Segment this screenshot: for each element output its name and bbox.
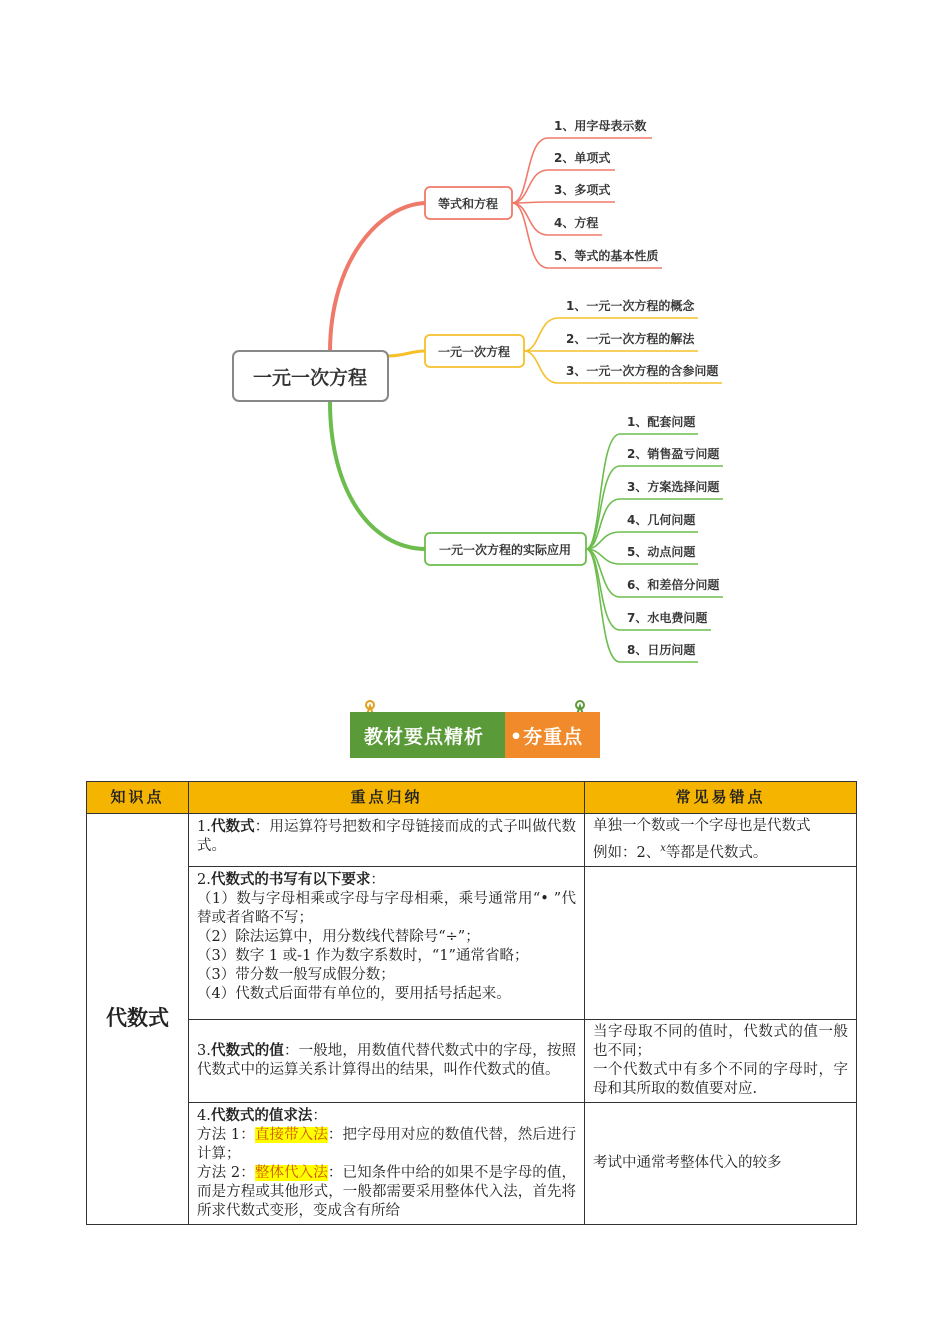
error-text: 当字母取不同的值时，代数式的值一般也不同； — [593, 1023, 848, 1059]
leaf-3-2: 2、销售盈亏问题 — [627, 447, 720, 461]
header-knowledge-point: 知识点 — [87, 782, 189, 814]
leaf-2-3: 3、一元一次方程的含参问题 — [566, 364, 719, 378]
table-header-row — [87, 782, 857, 814]
rule-item: （4）代数式后面带有单位的，要用括号括起来。 — [197, 985, 511, 1002]
method-text: ：把字母用对应的数值代替，然后进行计算； — [197, 1126, 577, 1162]
item-text: ：用运算符号把数和字母链接而成的式子叫做代数式。 — [197, 819, 577, 854]
root-branch-2-curve — [388, 351, 425, 356]
error-cell-3 — [585, 1019, 857, 1102]
summary-cell-4 — [189, 1102, 585, 1224]
section-banner — [350, 700, 600, 760]
table-row — [87, 866, 857, 1019]
leaf-2-1: 1、一元一次方程的概念 — [566, 299, 695, 313]
mindmap-root-node — [233, 351, 388, 401]
leaf-3-7: 7、水电费问题 — [627, 611, 708, 625]
rule-item: （3）带分数一般写成假分数； — [197, 966, 395, 983]
leaf-3-1: 1、配套问题 — [627, 415, 696, 429]
mindmap-branch-node-3 — [425, 533, 586, 565]
leaf-3-3: 3、方案选择问题 — [627, 480, 720, 494]
item-colon: ： — [370, 871, 385, 888]
variable-x: x — [660, 843, 666, 854]
branch-1-label: 等式和方程 — [437, 197, 499, 211]
leaf-3-6: 6、和差倍分问题 — [627, 578, 720, 592]
leaf-3-5: 5、动点问题 — [627, 545, 696, 559]
leaf-3-4: 4、几何问题 — [627, 513, 696, 527]
error-text: 一个代数式中有多个不同的字母时，字母和其所取的数值要对应. — [593, 1061, 848, 1097]
method-text: ：已知条件中给的如果不是字母的值，而是方程或其他形式，一般都需要采用整体代入法，首先将所求代数式变形，变成含有所给 — [197, 1164, 577, 1219]
header-common-errors: 常见易错点 — [585, 782, 857, 814]
item-number: 2. — [197, 871, 211, 888]
item-number: 1. — [197, 819, 211, 835]
mindmap-root-label: 一元一次方程 — [252, 367, 368, 389]
error-text: 例如：2、 — [593, 844, 661, 861]
table-row — [87, 814, 857, 867]
leaf-1-2: 2、单项式 — [554, 151, 611, 165]
branch-1-leaves — [554, 118, 658, 263]
item-title: 代数式的书写有以下要求 — [210, 870, 371, 888]
leaf-1-5: 5、等式的基本性质 — [554, 249, 659, 263]
item-number: 4. — [197, 1107, 211, 1124]
error-cell-2 — [585, 866, 857, 1019]
mindmap-branch-node-1 — [425, 187, 512, 219]
summary-cell-1 — [189, 814, 585, 867]
branch-2-leaves — [566, 298, 718, 378]
table-row — [87, 1019, 857, 1102]
leaf-1-4: 4、方程 — [554, 216, 599, 230]
method-highlight: 整体代入法 — [254, 1164, 328, 1181]
rule-item: （3）数字 1 或-1 作为数字系数时，“1”通常省略； — [197, 947, 529, 964]
branch-3-label: 一元一次方程的实际应用 — [438, 543, 572, 557]
leaf-1-3: 3、多项式 — [554, 183, 611, 197]
error-cell-4: 考试中通常考整体代入的较多 — [585, 1102, 857, 1224]
banner-title: 教材要点精析 — [364, 726, 485, 748]
item-colon: ： — [312, 1107, 327, 1124]
table-row — [87, 1102, 857, 1224]
item-text: ：一般地，用数值代替代数式中的字母，按照代数式中的运算关系计算得出的结果，叫作代数式的值。 — [197, 1043, 577, 1079]
root-branch-1-curve — [330, 203, 425, 352]
method-highlight: 直接带入法 — [254, 1126, 328, 1143]
summary-cell-2 — [189, 866, 585, 1019]
summary-cell-3 — [189, 1019, 585, 1102]
branch-3-leaves — [627, 414, 719, 657]
leaf-2-2: 2、一元一次方程的解法 — [566, 332, 695, 346]
method-prefix: 方法 2： — [197, 1164, 255, 1181]
header-key-summary: 重点归纳 — [189, 782, 585, 814]
branch-2-label: 一元一次方程 — [437, 345, 511, 359]
mindmap-branch-node-2 — [425, 335, 524, 367]
error-text: 单独一个数或一个字母也是代数式 — [593, 818, 811, 834]
rule-item: （2）除法运算中，用分数线代替除号“÷”； — [197, 928, 480, 945]
leaf-1-1: 1、用字母表示数 — [554, 119, 647, 133]
item-number: 3. — [197, 1043, 211, 1060]
rule-item: （1）数与字母相乘或字母与字母相乘，乘号通常用“• ”代替或者省略不写； — [197, 890, 576, 926]
root-branch-3-curve — [330, 402, 425, 549]
leaf-3-8: 8、日历问题 — [627, 643, 696, 657]
item-title: 代数式 — [210, 818, 255, 835]
error-cell-1 — [585, 814, 857, 867]
topic-cell: 代数式 — [87, 814, 189, 1225]
item-title: 代数式的值 — [210, 1042, 284, 1060]
item-title: 代数式的值求法 — [210, 1106, 313, 1124]
method-prefix: 方法 1： — [197, 1126, 255, 1143]
banner-subtitle: •夯重点 — [510, 726, 584, 748]
error-text: 等都是代数式。 — [665, 844, 768, 861]
knowledge-table — [86, 781, 857, 1225]
